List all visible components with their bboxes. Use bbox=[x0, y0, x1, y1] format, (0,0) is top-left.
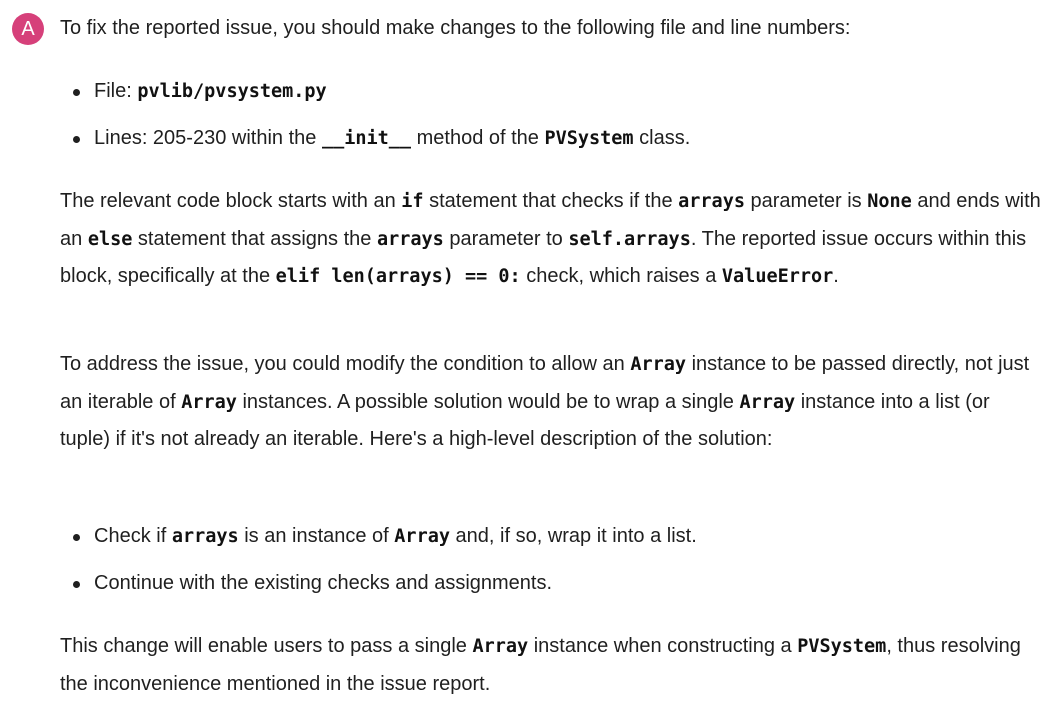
file-path-code: pvlib/pvsystem.py bbox=[137, 81, 327, 102]
list-item-continue: Continue with the existing checks and assignments. bbox=[60, 569, 697, 597]
init-code: __init__ bbox=[321, 128, 412, 149]
list-item-lines: Lines: 205-230 within the __init__ method of the PVSystem class. bbox=[60, 124, 690, 152]
paragraph-code-block: The relevant code block starts with an if statement that checks if the arrays parameter is None and ends with an else statement that assigns the arrays parameter to self.arrays. The reported issue occurs within this block, specifically at the elif len(arrays) == 0: check, which raises a ValueError. bbox=[60, 190, 1041, 287]
paragraph-solution: To address the issue, you could modify the condition to allow an Array instance to be passed directly, not just an iterable of Array instances. A possible solution would be to wrap a single Array instance into a list (or tuple) if it's not already an iterable. Here's a high-level description of the solution: bbox=[60, 353, 1030, 450]
file-location-list bbox=[60, 77, 690, 152]
assistant-avatar: A bbox=[12, 13, 44, 45]
intro-text: To fix the reported issue, you should make changes to the following file and line numbers: bbox=[60, 17, 851, 39]
paragraph-conclusion: This change will enable users to pass a single Array instance when constructing a PVSystem, thus resolving the inconvenience mentioned in the issue report. bbox=[60, 635, 1021, 695]
list-item-check: Check if arrays is an instance of Array and, if so, wrap it into a list. bbox=[60, 522, 697, 550]
list-item-file: File: pvlib/pvsystem.py bbox=[60, 77, 690, 105]
pvsystem-code: PVSystem bbox=[544, 128, 634, 149]
solution-steps-list bbox=[60, 522, 697, 597]
